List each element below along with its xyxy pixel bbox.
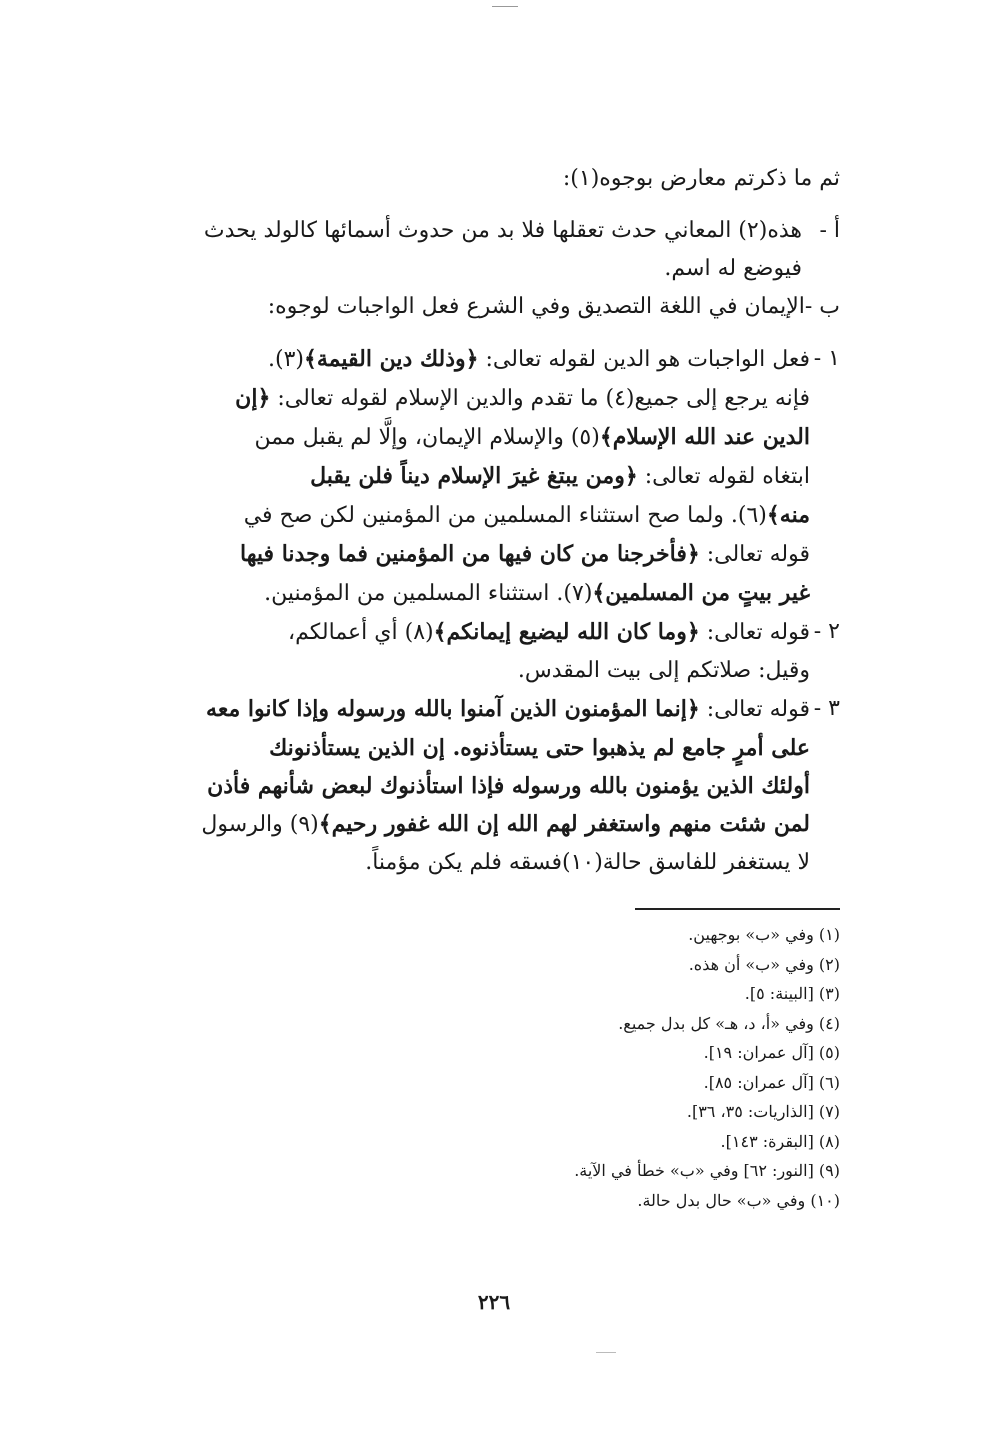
point-2-line-1: [150, 613, 810, 652]
footnote-2: (٢) وفي «ب» أن هذه.: [688, 954, 840, 974]
item-b: [150, 288, 840, 326]
quran-verse: ﴿ومن يبتغ غيرَ الإسلام ديناً فلن يقبل: [310, 463, 638, 489]
text: فعل الواجبات هو الدين لقوله تعالى:: [478, 347, 810, 372]
point-1-line-5: [150, 496, 810, 535]
quran-verse: لمن شئت منهم واستغفر لهم الله إن الله غفور رحيم﴾: [318, 811, 810, 837]
point-3-label: ٣ -: [813, 696, 840, 721]
item-a: [150, 212, 840, 288]
bottom-crop-mark: [596, 1352, 616, 1353]
footnote-7: (٧) [الذاريات: ٣٥، ٣٦].: [686, 1102, 840, 1121]
quran-verse: الدين عند الله الإسلام﴾: [599, 424, 810, 450]
text: قوله تعالى:: [699, 697, 810, 722]
point-3: [150, 690, 840, 882]
item-a-label: أ -: [819, 218, 840, 243]
page-number: ٢٢٦: [477, 1290, 511, 1314]
point-3-line-3: أولئك الذين يؤمنون بالله ورسوله فإذا استأذنوك لبعض شأنهم فأذن: [207, 773, 810, 799]
footnote-ref: (٣).: [267, 347, 304, 372]
point-3-line-1: [150, 690, 810, 729]
footnote-3: (٣) [البينة: ٥].: [744, 984, 840, 1003]
point-1-line-1: [150, 340, 810, 379]
intro-line: ثم ما ذكرتم معارض بوجوه(١):: [562, 166, 840, 191]
point-3-line-4: [150, 805, 810, 844]
text: (٩) والرسول: [201, 812, 319, 837]
footnote-separator: [635, 908, 840, 910]
point-1-line-3: [150, 418, 810, 457]
text: ابتغاه لقوله تعالى:: [637, 464, 810, 489]
point-1-line-2: [150, 379, 810, 418]
point-2: [150, 613, 840, 690]
item-a-line-1: هذه(٢) المعاني حدث تعقلها فلا بد من حدوث أسمائها كالولد يحدث: [203, 218, 802, 243]
footnote-6: (٦) [آل عمران: ٨٥].: [703, 1072, 840, 1092]
quran-verse: غير بيتٍ من المسلمين﴾: [592, 580, 810, 606]
point-2-line-2: وقيل: صلاتكم إلى بيت المقدس.: [517, 658, 810, 683]
text: (٧). استثناء المسلمين من المؤمنين.: [264, 581, 593, 606]
text: قوله تعالى:: [699, 542, 810, 567]
quran-verse: منه﴾: [766, 502, 810, 528]
footnote-9: (٩) [النور: ٦٢] وفي «ب» خطأ في الآية.: [574, 1161, 840, 1180]
point-1-line-6: [150, 535, 810, 574]
footnote-8: (٨) [البقرة: ١٤٣].: [720, 1131, 840, 1151]
point-3-line-2: على أمرٍ جامع لم يذهبوا حتى يستأذنوه. إن الذين يستأذنونك: [269, 735, 810, 761]
text: (٨) أي أعمالكم،: [288, 620, 434, 645]
point-2-label: ٢ -: [813, 619, 840, 644]
point-1-line-4: [150, 457, 810, 496]
quran-verse: ﴿وذلك دين القيمة﴾: [303, 346, 479, 372]
quran-verse: ﴿إنما المؤمنون الذين آمنوا بالله ورسوله وإذا كانوا معه: [206, 696, 700, 722]
footnote-4: (٤) وفي «أ، د، هـ» كل بدل جميع.: [618, 1013, 840, 1033]
footnote-5: (٥) [آل عمران: ١٩].: [703, 1043, 840, 1062]
point-3-line-5: لا يستغفر للفاسق حالة(١٠)فسقه فلم يكن مؤمناً.: [365, 850, 810, 875]
quran-verse: ﴿فأخرجنا من كان فيها من المؤمنين فما وجدنا فيها: [240, 541, 700, 567]
item-b-label: ب -: [804, 294, 840, 319]
point-1-line-7: [150, 574, 810, 613]
item-a-line-2: فيوضع له اسم.: [664, 256, 802, 281]
page-body: [150, 160, 840, 1215]
point-1: [150, 340, 840, 613]
footnote-1: (١) وفي «ب» بوجهين.: [688, 925, 840, 944]
footnotes: [150, 920, 840, 1215]
text: فإنه يرجع إلى جميع(٤) ما تقدم والدين الإسلام لقوله تعالى:: [270, 386, 810, 411]
footnote-10: (١٠) وفي «ب» حال بدل حالة.: [637, 1190, 840, 1210]
text: قوله تعالى:: [699, 620, 810, 645]
quran-verse: ﴿إن: [235, 385, 271, 411]
point-1-label: ١ -: [813, 346, 840, 371]
item-b-line-1: الإيمان في اللغة التصديق وفي الشرع فعل الواجبات لوجوه:: [267, 294, 805, 319]
text: (٦). ولما صح استثناء المسلمين من المؤمنين لكن صح في: [243, 503, 767, 528]
quran-verse: ﴿وما كان الله ليضيع إيمانكم﴾: [433, 619, 700, 645]
text: (٥) والإسلام الإيمان، وإلَّا لم يقبل ممن: [254, 425, 600, 450]
top-crop-mark: [492, 6, 518, 7]
